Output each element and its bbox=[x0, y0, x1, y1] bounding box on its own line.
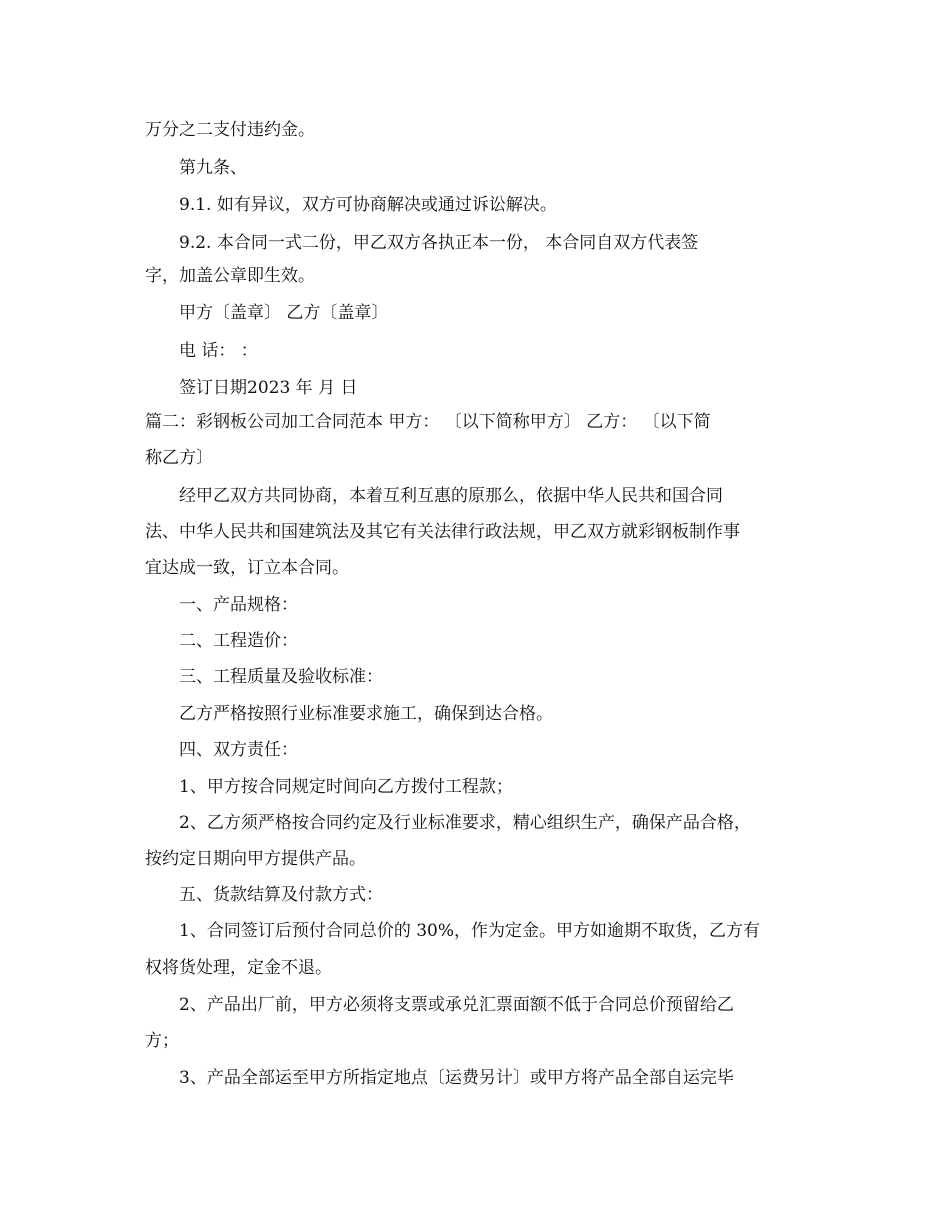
paragraph-line: 按约定日期向甲方提供产品。 bbox=[145, 849, 366, 869]
clause-9-1: 9.1. 如有异议，双方可协商解决或通过诉讼解决。 bbox=[179, 195, 557, 215]
paragraph-line: 经甲乙双方共同协商，本着互利互惠的原那么，依据中华人民共和国合同 bbox=[179, 486, 723, 506]
list-item: 2、乙方须严格按合同约定及行业标准要求，精心组织生产，确保产品合格， bbox=[179, 813, 751, 833]
heading-payment: 五、货款结算及付款方式： bbox=[179, 885, 383, 905]
heading-responsibilities: 四、双方责任： bbox=[179, 740, 298, 760]
list-item: 1、甲方按合同规定时间向乙方拨付工程款； bbox=[179, 777, 513, 797]
article-heading: 第九条、 bbox=[179, 158, 247, 178]
paragraph-line: 方； bbox=[145, 1031, 179, 1051]
paragraph-line: 乙方严格按照行业标准要求施工，确保到达合格。 bbox=[179, 704, 553, 724]
heading-project-cost: 二、工程造价： bbox=[179, 631, 298, 651]
heading-product-spec: 一、产品规格： bbox=[179, 595, 298, 615]
text-line: 万分之二支付违约金。 bbox=[145, 120, 315, 140]
text-line: 称乙方〕 bbox=[145, 448, 213, 468]
paragraph-line: 权将货处理，定金不退。 bbox=[145, 958, 332, 978]
list-item: 1、合同签订后预付合同总价的 30%，作为定金。甲方如逾期不取货，乙方有 bbox=[179, 921, 761, 941]
phone-line: 电 话： ： bbox=[179, 341, 258, 361]
paragraph-line: 宜达成一致，订立本合同。 bbox=[145, 558, 349, 578]
signature-line: 甲方〔盖章〕 乙方〔盖章〕 bbox=[179, 303, 389, 323]
section-title: 篇二：彩钢板公司加工合同范本 甲方： 〔以下简称甲方〕 乙方： 〔以下简 bbox=[145, 412, 711, 432]
heading-quality: 三、工程质量及验收标准： bbox=[179, 667, 383, 687]
date-line: 签订日期2023 年 月 日 bbox=[179, 378, 358, 398]
list-item: 3、产品全部运至甲方所指定地点〔运费另计〕或甲方将产品全部自运完毕 bbox=[179, 1068, 734, 1088]
clause-9-2: 9.2. 本合同一式二份，甲乙双方各执正本一份， 本合同自双方代表签 bbox=[179, 233, 699, 253]
text-line: 字，加盖公章即生效。 bbox=[145, 266, 315, 286]
paragraph-line: 法、中华人民共和国建筑法及其它有关法律行政法规，甲乙双方就彩钢板制作事 bbox=[145, 522, 740, 542]
list-item: 2、产品出厂前，甲方必须将支票或承兑汇票面额不低于合同总价预留给乙 bbox=[179, 995, 734, 1015]
